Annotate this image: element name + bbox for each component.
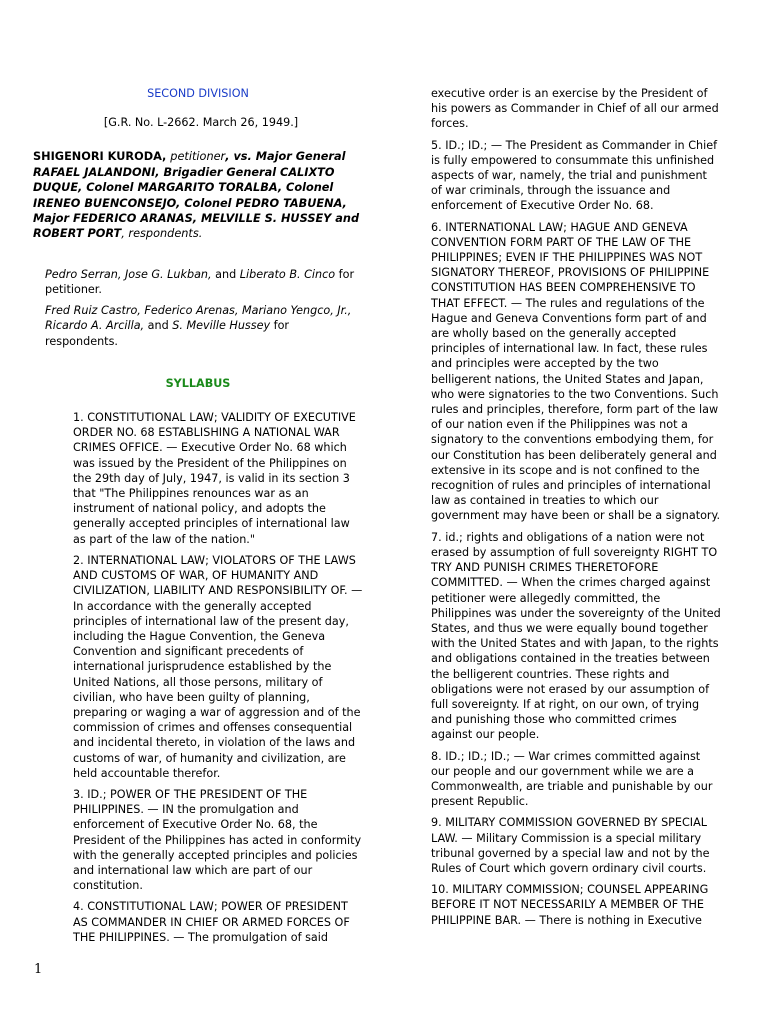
syllabus-item: 1. CONSTITUTIONAL LAW; VALIDITY OF EXECUTIVE ORDER NO. 68 ESTABLISHING A NATIONAL WAR CRIMES OFFICE. — Executive Order No. 68 which was issued by the President of the Philippines on the 29th day of July, 1947, is valid in its section 3 that "The Philippines renounces war as an instrument of national policy, and adopts the generally accepted principles of international law as part of the law of the nation." — [73, 411, 356, 546]
syllabus-item: 4. CONSTITUTIONAL LAW; POWER OF PRESIDENT AS COMMANDER IN CHIEF OR ARMED FORCES OF THE PHILIPPINES. — The promulgation of said — [73, 900, 350, 944]
counsel-and: and — [144, 319, 173, 333]
counsel-names: S. Meville Hussey — [172, 319, 271, 333]
syllabus-item: 10. MILITARY COMMISSION; COUNSEL APPEARING BEFORE IT NOT NECESSARILY A MEMBER OF THE PHILIPPINE BAR. — There is nothing in Executive — [431, 883, 709, 927]
counsel-names: Fred Ruiz Castro, Federico Arenas, Mariano Yengco, Jr., Ricardo A. Arcilla, — [45, 304, 352, 333]
syllabus-heading: SYLLABUS — [165, 376, 231, 390]
syllabus-item: executive order is an exercise by the President of his powers as Commander in Chief of all our armed forces. — [431, 87, 719, 131]
counsel-names: Pedro Serran, Jose G. Lukban, — [45, 267, 212, 281]
counsel-suffix: for respondents. — [45, 319, 290, 348]
counsel-and: and — [211, 267, 240, 281]
division-heading: SECOND DIVISION — [147, 87, 249, 100]
syllabus-item: 2. INTERNATIONAL LAW; VIOLATORS OF THE LAWS AND CUSTOMS OF WAR, OF HUMANITY AND CIVILIZATION, LIABILITY AND RESPONSIBILITY OF. — In accordance with the generally accepted principles of international law of the present day, including the Hague Convention, the Geneva Convention and significant precedents of international jurisprudence established by the United Nations, all those persons, military of civilian, who have been guilty of planning, preparing or waging a war of aggression and of the commission of crimes and offenses consequential and incidental thereto, in violation of the laws and customs of war, of humanity and civilization, are held accountable therefor. — [73, 553, 363, 780]
right-column — [431, 86, 721, 934]
counsel-names: Liberato B. Cinco — [239, 267, 336, 281]
syllabus-item: 7. id.; rights and obligations of a nation were not erased by assumption of full sovereignty RIGHT TO TRY AND PUNISH CRIMES THERETOFORE COMMITTED. — When the crimes charged against petitioner were allegedly committed, the Philippines was under the sovereignty of the United States, and thus we were equally bound together with the United States and with Japan, to the rights and obligations contained in the treaties between the belligerent countries. These rights and obligations were not erased by our assumption of full sovereignty. If at right, on our own, of trying and punishing those who committed crimes against our people. — [431, 530, 721, 742]
respondents-counsel — [45, 303, 363, 349]
petitioner-role: petitioner — [170, 150, 226, 164]
respondents-role: , respondents. — [121, 227, 203, 241]
case-number: [G.R. No. L-2662. March 26, 1949.] — [103, 116, 299, 130]
syllabus-item: 6. INTERNATIONAL LAW; HAGUE AND GENEVA CONVENTION FORM PART OF THE LAW OF THE PHILIPPINES; EVEN IF THE PHILIPPINES WAS NOT SIGNATORY THEREOF, PROVISIONS OF PHILIPPINE CONSTITUTION HAS BEEN COMPREHENSIVE TO THAT EFFECT. — The rules and regulations of the Hague and Geneva Conventions form part of and are wholly based on the generally accepted principles of international law. In fact, these rules and principles were accepted by the two belligerent nations, the United States and Japan, who were signatories to the two Conventions. Such rules and principles, therefore, form part of the law of our nation even if the Philippines was not a signatory to the conventions embodying them, for our Constitution has been deliberately general and extensive in its scope and is not confined to the recognition of rules and principles of international law as contained in treaties to which our government may have been or shall be a signatory. — [431, 220, 721, 523]
case-caption — [33, 149, 363, 241]
respondents-names: , vs. Major General RAFAEL JALANDONI, Brigadier General CALIXTO DUQUE, Colonel MARGARITO TORALBA, Colonel IRENEO BUENCONSEJO, Colonel PEDRO TABUENA, Major FEDERICO ARANAS, MELVILLE S. HUSSEY and ROBERT PORT — [33, 150, 360, 241]
syllabus-item: 8. ID.; ID.; ID.; — War crimes committed against our people and our government while we are a Commonwealth, are triable and punishable by our present Republic. — [431, 749, 713, 809]
counsel-suffix: for petitioner. — [45, 267, 355, 297]
page-number: 1 — [34, 962, 43, 977]
syllabus-item: 3. ID.; POWER OF THE PRESIDENT OF THE PHILIPPINES. — IN the promulgation and enforcement of Executive Order No. 68, the President of the Philippines has acted in conformity with the generally accepted principles and policies and international law which are part of our constitution. — [73, 787, 362, 893]
petitioner-counsel — [45, 267, 363, 297]
syllabus-item: 9. MILITARY COMMISSION GOVERNED BY SPECIAL LAW. — Military Commission is a special military tribunal governed by a special law and not by the Rules of Court which govern ordinary civil courts. — [431, 816, 710, 875]
left-column — [33, 86, 363, 951]
syllabus-item: 5. ID.; ID.; — The President as Commander in Chief is fully empowered to consummate this unfinished aspects of war, namely, the trial and punishment of war criminals, through the issuance and enforcement of Executive Order No. 68. — [431, 138, 718, 213]
petitioner-name: SHIGENORI KURODA, — [33, 150, 167, 164]
